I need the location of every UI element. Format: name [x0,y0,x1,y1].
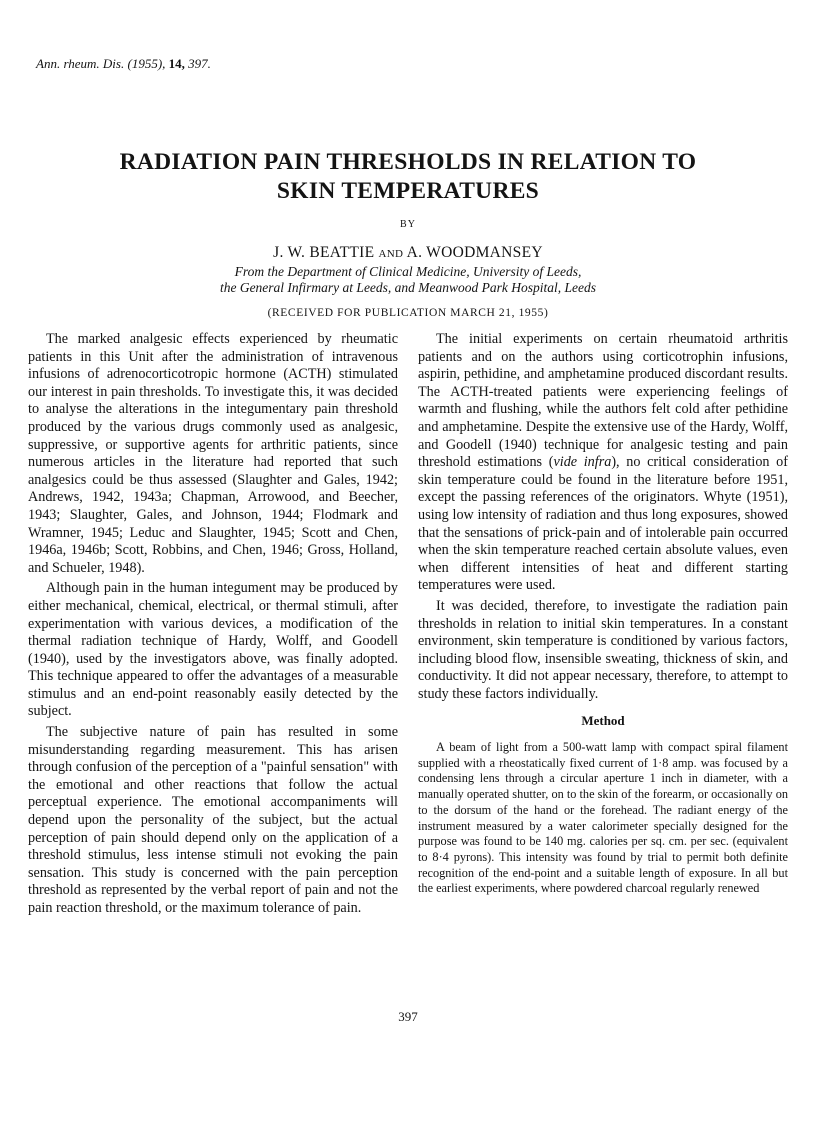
journal-name: Ann. rheum. Dis. [36,56,125,71]
journal-page: 397. [188,56,211,71]
page-number: 397 [398,1009,418,1024]
authors [0,244,816,262]
paragraph-subjective: The subjective nature of pain has resulted in some misunderstanding regarding measurement. This has arisen through confusion of the perception of a "painful sensation" with the emotional and other reactions that follow the actual perceptual experience. The emotional accompaniments will depend upon the personality of the subject, but the actual perception of pain should depend only on the application of a threshold stimulus, less intense stimuli not evoking the pain sensation. This study is concerned with the pain perception threshold as represented by the verbal report of pain and not the pain reaction threshold, or the maximum tolerance of pain. [28,724,398,916]
received-date: (RECEIVED FOR PUBLICATION MARCH 21, 1955) [267,307,549,319]
paragraph-initial-experiments: The initial experiments on certain rheumatoid arthritis patients and on the authors using corticotrophin infusions, aspirin, pethidine, and amphetamine produced discordant results. The ACTH-treated patients were experiencing feelings of warmth and flushing, while the authors felt cold after pethidine and amphetamine. Despite the extensive use of the Hardy, Wolff, and Goodell (1940) technique for analgesic testing and pain threshold estimations (vide infra), no critical consideration of skin temperature could be found in the literature before 1951, except the passing references of the originators. Whyte (1951), using low intensity of radiation and thus long exposures, showed that the sensations of prick-pain and of intolerable pain occurred when the skin temperature reached certain absolute values, even when different intensities of heat and different starting temperatures were used. [418,331,788,594]
affiliation-line-1: From the Department of Clinical Medicine, University of Leeds, [234,264,582,279]
section-heading-method: Method [581,713,625,729]
authors-conjunction: AND [378,248,404,260]
journal-year: (1955), [127,56,166,71]
paragraph-method: A beam of light from a 500-watt lamp with compact spiral filament supplied with a rheostatically fixed current of 1·8 amp. was focused by a condensing lens through a circular aperture 1 inch in diameter, with a manually operated shutter, on to the skin of the forearm, or occasionally on to the dorsum of the hand or the forehead. The radiant energy of the instrument measured by a water calorimeter specially designed for the purpose was found to be 140 mg. calories per sq. cm. per sec. (equivalent to 8·4 pyrons). This intensity was found by trial to permit both definite recognition of the end-point and a suitable length of exposure. In all but the earliest experiments, where powdered charcoal regularly renewed [418,740,788,896]
author-1: J. W. BEATTIE [273,244,375,261]
journal-reference [36,56,211,72]
paragraph-technique: Although pain in the human integument may be produced by either mechanical, chemical, electrical, or thermal stimuli, after experimentation with various devices, a modification of the thermal radiation technique of Hardy, Wolff, and Goodell (1940), used by the investigators above, was finally adopted. This technique appeared to offer the advantages of a measurable stimulus and an end-point reasonably easily detected by the subject. [28,580,398,720]
paragraph-decision: It was decided, therefore, to investigate the radiation pain thresholds in relation to initial skin temperatures. In a constant environment, skin temperature is conditioned by various factors, including blood flow, insensible sweating, thickness of skin, and conductivity. It did not appear necessary, therefore, to attempt to study these factors individually. [418,597,788,702]
author-2: A. WOODMANSEY [406,244,543,261]
right-column [418,331,788,897]
affiliation [120,264,696,296]
article-title [40,148,776,206]
paragraph-intro: The marked analgesic effects experienced by rheumatic patients in this Unit after the administration of intravenous infusions of adrenocorticotropic hormone (ACTH) stimulated our interest in pain thresholds. To investigate this, it was decided to analyse the alterations in the integumentary pain threshold produced by the various drugs commonly used as analgesic, suppressive, or supportive agents for arthritic patients, since numerous articles in the literature had reported that such analgesics could be thus assessed (Slaughter and Gales, 1942; Andrews, 1942, 1943a; Chapman, Arrowood, and Beecher, 1943; Slaughter, Gales, and Johnson, 1944; Flodmark and Wramner, 1945; Leduc and Slaughter, 1945; Scott and Chen, 1946a, 1946b; Scott, Robbins, and Chen, 1946; Gross, Holland, and Schueler, 1948). [28,331,398,576]
title-line-2: SKIN TEMPERATURES [276,178,540,204]
paragraph-initial-experiments-text: The initial experiments on certain rheumatoid arthritis patients and on the authors using corticotrophin infusions, aspirin, pethidine, and amphetamine produced discordant results. The ACTH-treated patients were experiencing feelings of warmth and flushing, while the authors felt cold after pethidine and amphetamine. Despite the extensive use of the Hardy, Wolff, and Goodell (1940) technique for analgesic testing and pain threshold estimations [418,331,788,471]
journal-volume: 14, [168,56,185,71]
paragraph-initial-experiments-rest: ), no critical consideration of skin temperature could be found in the literature before 1951, except the passing references of the originators. Whyte (1951), using low intensity of radiation and thus long exposures, showed that the sensations of prick-pain and of intolerable pain occurred when the skin temperature reached certain absolute values, even when different intensities of heat and different starting temperatures were used. [418,454,788,594]
vide-infra: vide infra [553,454,612,471]
title-line-1: RADIATION PAIN THRESHOLDS IN RELATION TO [119,149,697,175]
affiliation-line-2: the General Infirmary at Leeds, and Meanwood Park Hospital, Leeds [219,280,597,295]
left-column [28,331,398,918]
byline: BY [400,219,416,230]
